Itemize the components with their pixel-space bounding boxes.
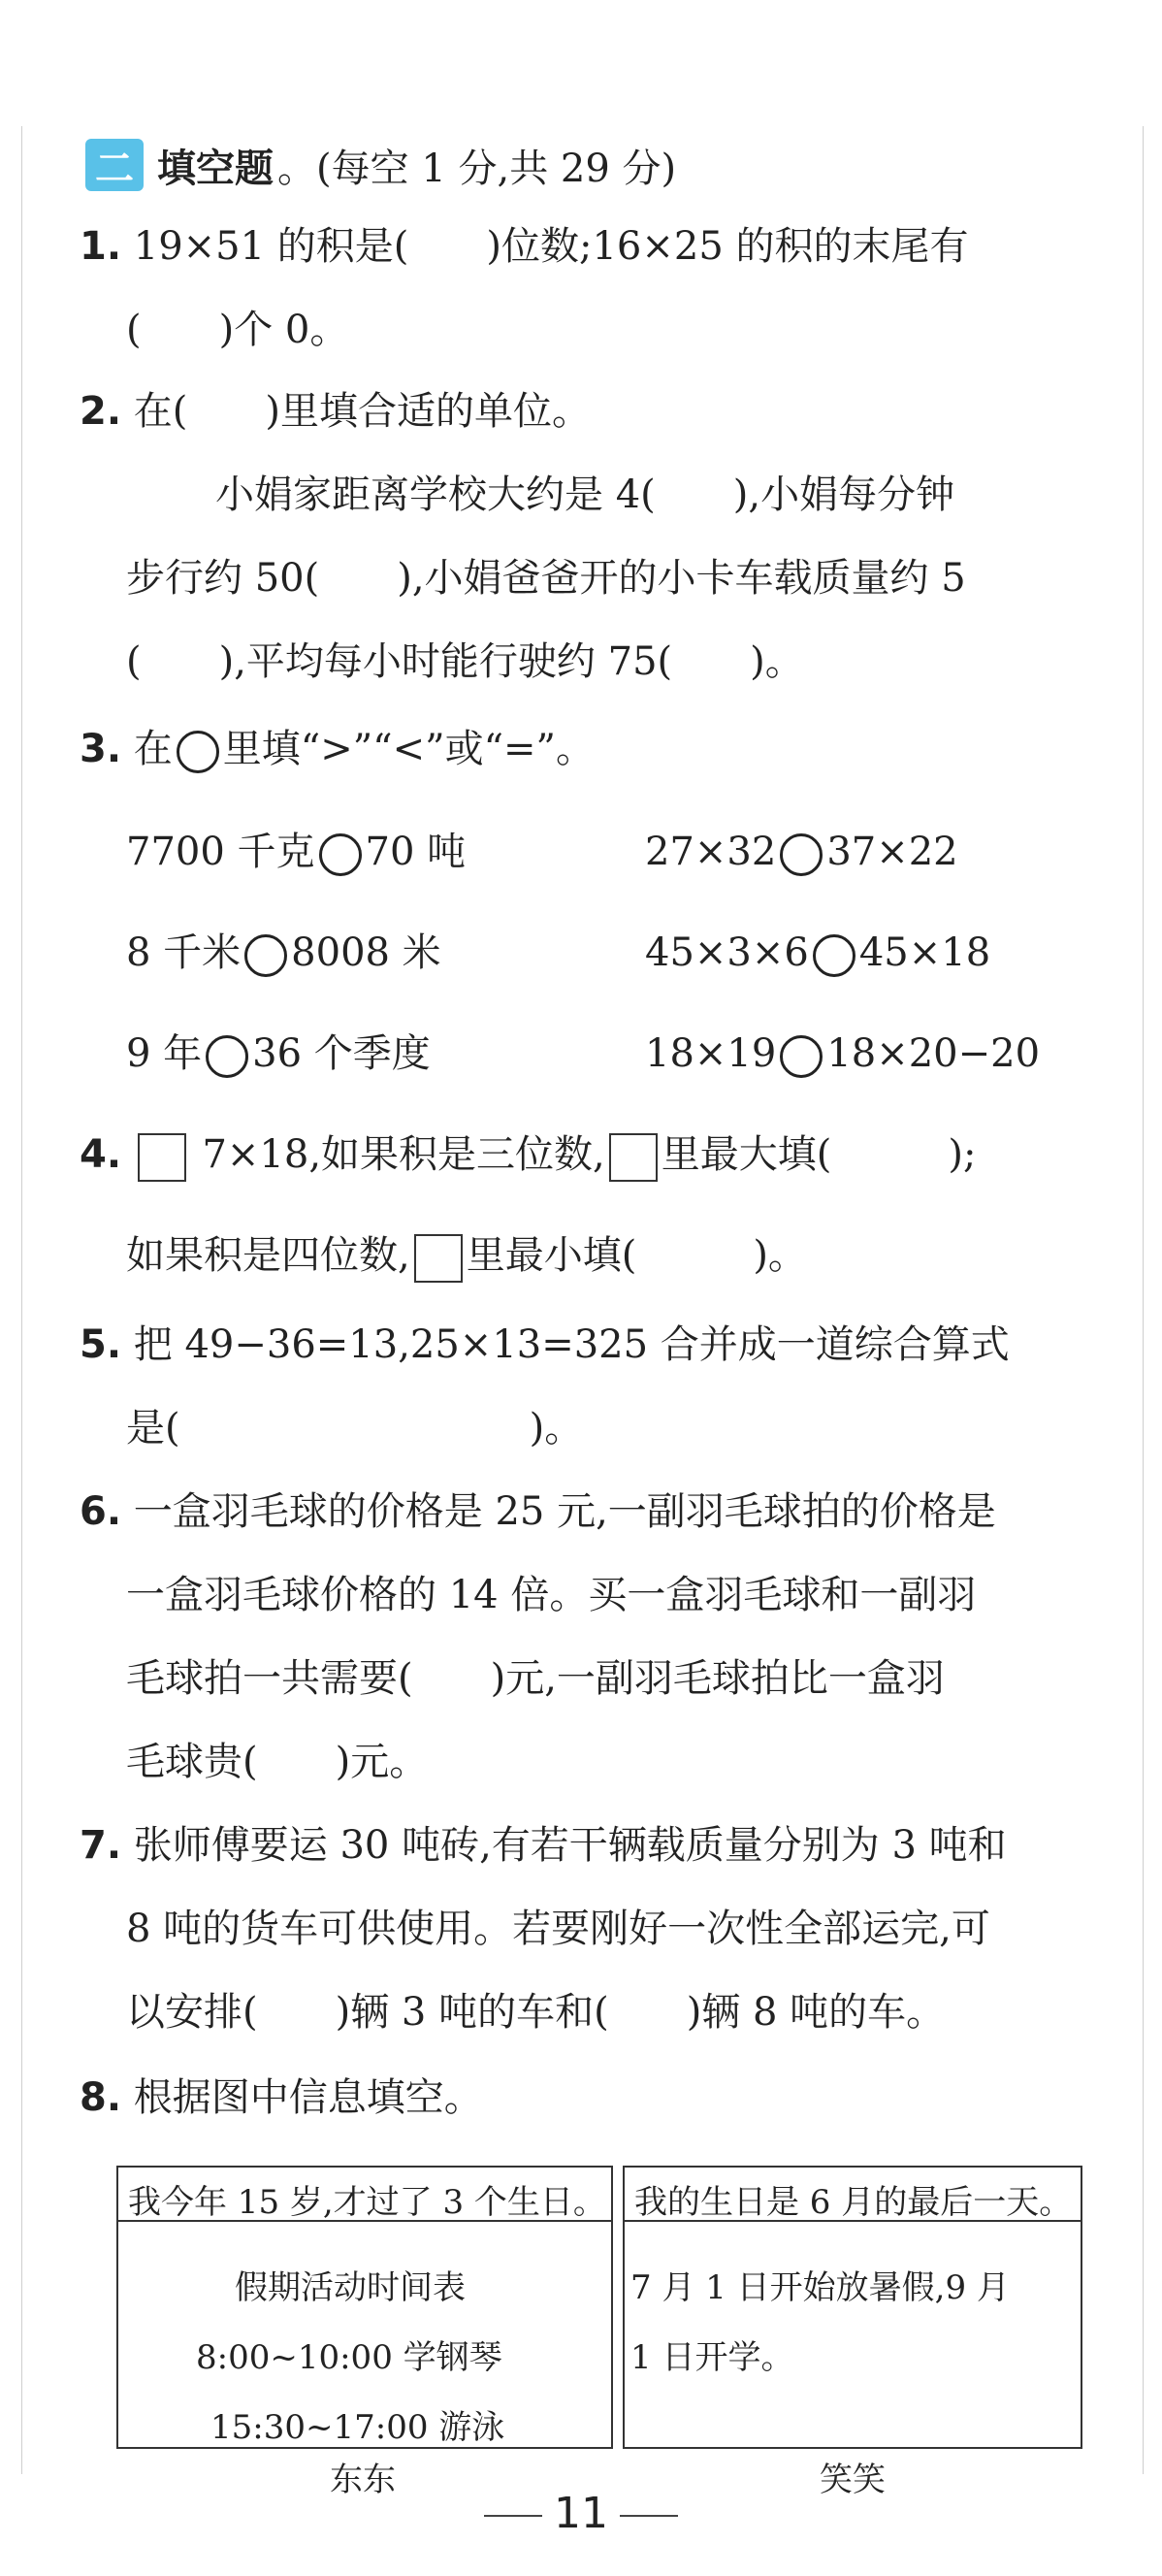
schedule-row-swim: 15:30~17:00 游泳 bbox=[210, 2408, 505, 2447]
q3-compare-left: 27×32 bbox=[645, 830, 777, 874]
page-edge-left bbox=[21, 126, 22, 2474]
q1-number: 1. bbox=[80, 224, 122, 269]
q7-text-1: 张师傅要运 30 吨砖,有若干辆载质量分别为 3 吨和 bbox=[133, 1823, 1007, 1868]
q3-compare-left: 8 千米 bbox=[126, 930, 242, 975]
q5-line-2: 是( )。 bbox=[126, 1406, 584, 1451]
section-title: 填空题 bbox=[157, 146, 274, 191]
q3-compare-right: 36 个季度 bbox=[252, 1031, 431, 1076]
q4-text-2a: 如果积是四位数, bbox=[126, 1233, 410, 1278]
section-score-note: 。(每空 1 分,共 29 分) bbox=[277, 146, 677, 191]
q8-text-1: 根据图中信息填空。 bbox=[133, 2075, 483, 2120]
q2-number: 2. bbox=[80, 389, 122, 434]
dongdong-caption: 东东 bbox=[330, 2461, 396, 2499]
q5-number: 5. bbox=[80, 1322, 122, 1367]
q3-intro-b: 里填“>”“<”或“=”。 bbox=[222, 727, 595, 771]
q3-answer-circle[interactable] bbox=[780, 1035, 823, 1078]
q8-number: 8. bbox=[80, 2075, 122, 2120]
q6-number: 6. bbox=[80, 1489, 122, 1534]
section-badge-text: 二 bbox=[95, 146, 134, 191]
q1-text-1: 19×51 的积是( )位数;16×25 的积的末尾有 bbox=[133, 224, 969, 269]
q3-answer-circle[interactable] bbox=[780, 833, 823, 876]
q3-compare-6 bbox=[645, 1032, 1040, 1078]
q3-compare-left: 45×3×6 bbox=[645, 930, 809, 975]
schedule-row-piano: 8:00~10:00 学钢琴 bbox=[196, 2338, 502, 2377]
q7-line-1 bbox=[80, 1824, 1007, 1867]
q3-circle-icon bbox=[177, 731, 219, 773]
q4-box-icon bbox=[414, 1234, 463, 1283]
q6-line-1 bbox=[80, 1490, 996, 1533]
q2-line-2: 小娟家距离学校大约是 4( ),小娟每分钟 bbox=[215, 473, 955, 517]
section-heading bbox=[85, 136, 676, 194]
q3-compare-left: 18×19 bbox=[645, 1031, 777, 1076]
q4-line-1 bbox=[80, 1133, 976, 1182]
page-number-dash-right bbox=[620, 2515, 678, 2517]
q4-text-2b: 里最小填( )。 bbox=[466, 1233, 807, 1278]
q2-line-1 bbox=[80, 390, 591, 433]
q8-line-1 bbox=[80, 2076, 483, 2119]
page-edge-right bbox=[1143, 126, 1144, 2474]
dongdong-speech: 我今年 15 岁,才过了 3 个生日。 bbox=[128, 2183, 606, 2222]
q7-number: 7. bbox=[80, 1823, 122, 1868]
schedule-title: 假期活动时间表 bbox=[235, 2268, 466, 2307]
page-number bbox=[0, 2489, 1162, 2538]
q3-compare-left: 9 年 bbox=[126, 1031, 203, 1076]
q6-line-2: 一盒羽毛球价格的 14 倍。买一盒羽毛球和一副羽 bbox=[126, 1573, 977, 1617]
q4-box-icon bbox=[609, 1133, 658, 1182]
dongdong-info-box bbox=[116, 2166, 613, 2449]
q3-number: 3. bbox=[80, 727, 122, 771]
q6-line-4: 毛球贵( )元。 bbox=[126, 1740, 429, 1784]
q7-line-2: 8 吨的货车可供使用。若要刚好一次性全部运完,可 bbox=[126, 1907, 990, 1951]
q3-answer-circle[interactable] bbox=[319, 833, 362, 876]
q2-line-4: ( ),平均每小时能行驶约 75( )。 bbox=[126, 639, 804, 684]
q4-line-2 bbox=[126, 1234, 807, 1283]
vacation-text-1: 7 月 1 日开始放暑假,9 月 bbox=[630, 2268, 1010, 2307]
q3-compare-2 bbox=[645, 831, 958, 876]
q3-compare-1 bbox=[126, 831, 466, 876]
q3-compare-left: 7700 千克 bbox=[126, 830, 315, 874]
q2-line-3: 步行约 50( ),小娟爸爸开的小卡车载质量约 5 bbox=[126, 556, 966, 601]
q4-number: 4. bbox=[80, 1132, 122, 1177]
q3-answer-circle[interactable] bbox=[813, 934, 855, 977]
q1-line-1 bbox=[80, 225, 969, 268]
q4-answer-box[interactable] bbox=[138, 1133, 186, 1182]
q3-compare-right: 37×22 bbox=[826, 830, 958, 874]
page-number-dash-left bbox=[484, 2515, 542, 2517]
q6-text-1: 一盒羽毛球的价格是 25 元,一副羽毛球拍的价格是 bbox=[133, 1489, 996, 1534]
q5-line-1 bbox=[80, 1323, 1010, 1366]
q6-line-3: 毛球拍一共需要( )元,一副羽毛球拍比一盒羽 bbox=[126, 1656, 945, 1701]
q7-line-3: 以安排( )辆 3 吨的车和( )辆 8 吨的车。 bbox=[126, 1990, 946, 2035]
section-badge bbox=[85, 139, 144, 191]
xiaoxiao-info-box bbox=[623, 2166, 1082, 2449]
q3-intro-a: 在 bbox=[133, 727, 173, 771]
q1-line-2: ( )个 0。 bbox=[126, 308, 349, 352]
q3-compare-right: 8008 米 bbox=[291, 930, 441, 975]
q5-text-1: 把 49−36=13,25×13=325 合并成一道综合算式 bbox=[133, 1322, 1010, 1367]
q3-answer-circle[interactable] bbox=[244, 934, 287, 977]
q2-text-1: 在( )里填合适的单位。 bbox=[133, 389, 591, 434]
q4-text-1b: 里最大填( ); bbox=[661, 1132, 977, 1177]
q3-compare-right: 70 吨 bbox=[365, 830, 467, 874]
q3-compare-4 bbox=[645, 931, 990, 977]
q3-compare-5 bbox=[126, 1032, 431, 1078]
q3-compare-3 bbox=[126, 931, 441, 977]
vacation-text-2: 1 日开学。 bbox=[630, 2338, 794, 2377]
q3-compare-right: 45×18 bbox=[858, 930, 991, 975]
xiaoxiao-speech: 我的生日是 6 月的最后一天。 bbox=[634, 2183, 1073, 2222]
q4-text-1a: 7×18,如果积是三位数, bbox=[202, 1132, 605, 1177]
q3-answer-circle[interactable] bbox=[206, 1035, 248, 1078]
q3-compare-right: 18×20−20 bbox=[826, 1031, 1041, 1076]
xiaoxiao-caption: 笑笑 bbox=[820, 2461, 886, 2499]
q3-line-1 bbox=[80, 728, 595, 773]
page-number-text: 11 bbox=[554, 2489, 608, 2538]
